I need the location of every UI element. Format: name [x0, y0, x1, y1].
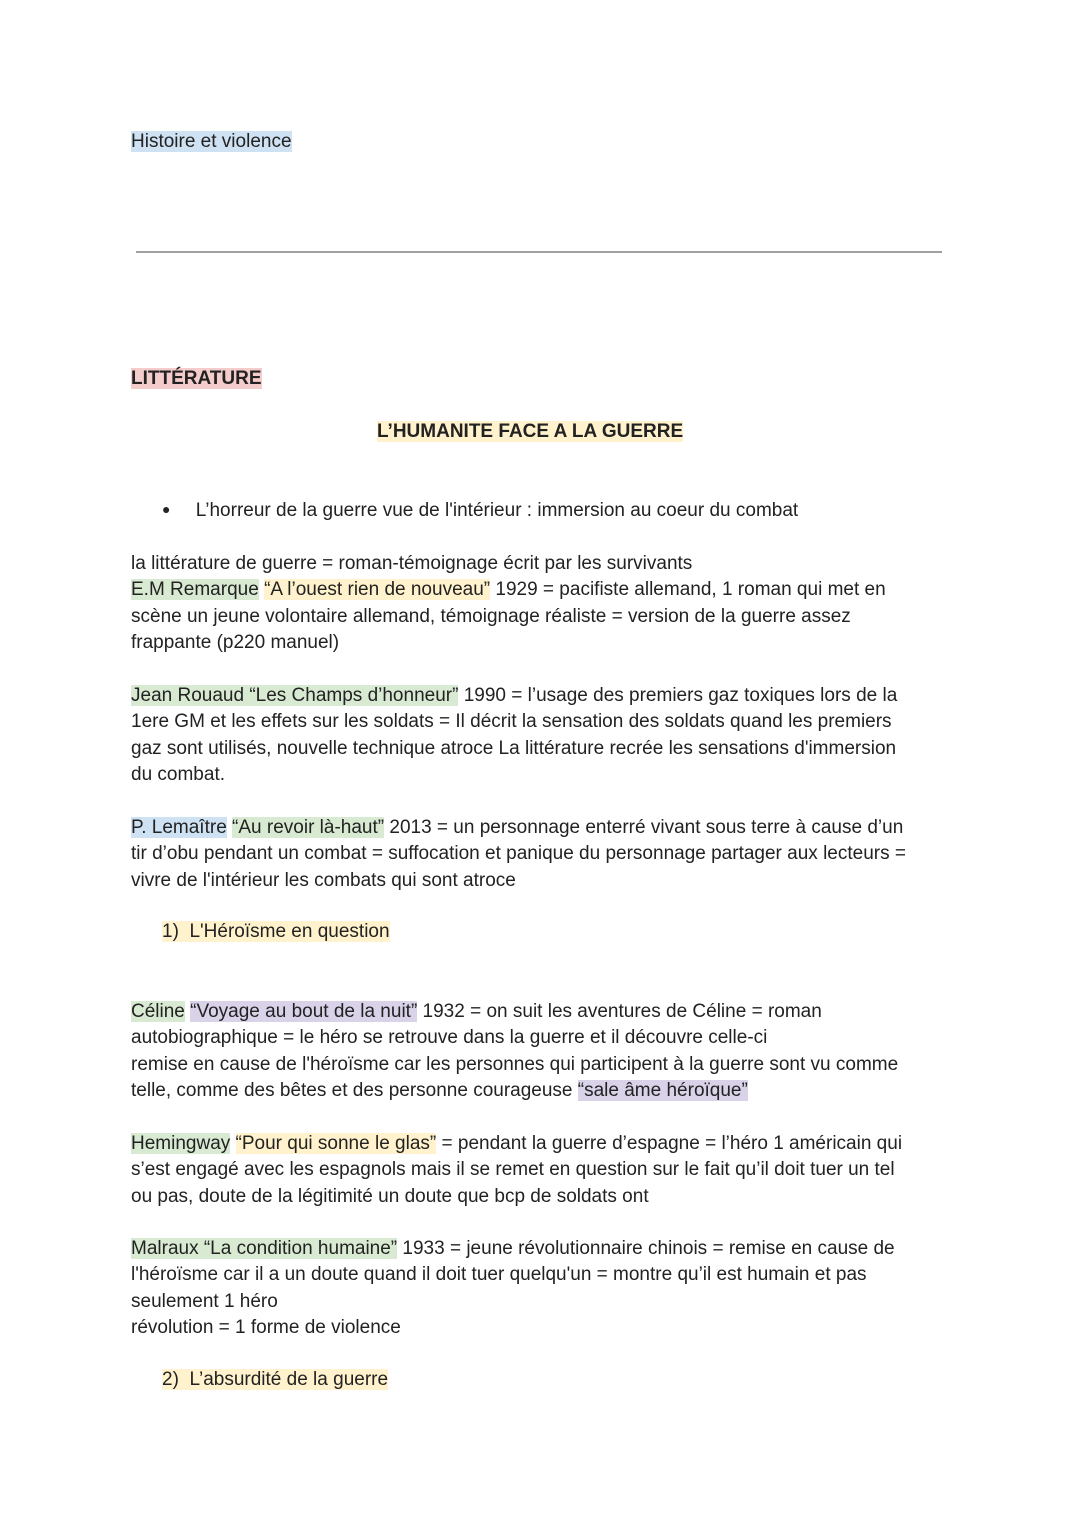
author-and-title: Jean Rouaud “Les Champs d’honneur”: [131, 685, 459, 706]
author-name: E.M Remarque: [131, 579, 259, 601]
paragraph-line: l'héroïsme car il a un doute quand il doit tuer quelqu'un = montre qu’il est humain et pas: [131, 1264, 867, 1286]
paragraph-lemaitre: [131, 815, 961, 894]
subheading-absurdity: [162, 1369, 388, 1391]
author-name: Céline: [131, 1001, 185, 1022]
book-title: “Pour qui sonne le glas”: [235, 1133, 437, 1154]
document-title: [131, 131, 292, 153]
paragraph-line: s’est engagé avec les espagnols mais il se remet en question sur le fait qu’il doit tuer un tel: [131, 1159, 895, 1181]
main-heading: [377, 421, 683, 443]
paragraph-line: [131, 1078, 961, 1104]
bullet-text: L’horreur de la guerre vue de l'intérieur : immersion au coeur du combat: [195, 500, 799, 521]
bullet-dot-icon: ●: [162, 501, 171, 517]
paragraph-line: scène un jeune volontaire allemand, témoignage réaliste = version de la guerre assez: [131, 605, 851, 627]
author-name: Hemingway: [131, 1133, 231, 1154]
bullet-item: [162, 500, 798, 522]
paragraph-line: [131, 1236, 961, 1262]
subheading-heroism: [162, 921, 390, 943]
paragraph-line: [131, 1131, 961, 1157]
paragraph-text: 1929 = pacifiste allemand, 1 roman qui met en: [490, 579, 886, 601]
paragraph-line: frappante (p220 manuel): [131, 631, 340, 653]
paragraph-text: 2013 = un personnage enterré vivant sous terre à cause d’un: [384, 817, 904, 838]
document-title-text: Histoire et violence: [131, 131, 292, 152]
quote-highlight: “sale âme héroïque”: [577, 1079, 748, 1101]
subheading-number: 2): [162, 1369, 179, 1390]
section-title-text: LITTÉRATURE: [131, 368, 262, 389]
author-and-title: Malraux “La condition humaine”: [131, 1238, 398, 1259]
paragraph-text: 1990 = l’usage des premiers gaz toxiques lors de la: [458, 685, 898, 706]
author-name: P. Lemaître: [131, 817, 227, 838]
paragraph-line: 1ere GM et les effets sur les soldats = Il décrit la sensation des soldats quand les premiers: [131, 711, 892, 733]
paragraph-celine: [131, 999, 961, 1104]
paragraph-text: telle, comme des bêtes et des personne courageuse: [131, 1079, 578, 1101]
paragraph-line: seulement 1 héro: [131, 1290, 278, 1312]
paragraph-line: gaz sont utilisés, nouvelle technique atroce La littérature recrée les sensations d'immersion: [131, 737, 897, 759]
paragraph-line: révolution = 1 forme de violence: [131, 1316, 401, 1338]
paragraph-line: ou pas, doute de la légitimité un doute que bcp de soldats ont: [131, 1185, 649, 1207]
paragraph-line: [131, 999, 961, 1025]
book-title: “Voyage au bout de la nuit”: [190, 1001, 418, 1022]
paragraph-line: remise en cause de l'héroïsme car les personnes qui participent à la guerre sont vu comme: [131, 1053, 899, 1075]
paragraph-text: 1933 = jeune révolutionnaire chinois = remise en cause de: [397, 1238, 895, 1259]
main-heading-text: L’HUMANITE FACE A LA GUERRE: [377, 421, 684, 442]
paragraph-line: autobiographique = le héro se retrouve dans la guerre et il découvre celle-ci: [131, 1027, 768, 1049]
paragraph-text: 1932 = on suit les aventures de Céline = roman: [417, 1001, 822, 1022]
paragraph-line: [131, 683, 961, 709]
section-title: [131, 368, 262, 390]
paragraph-line: [131, 815, 961, 841]
paragraph-remarque: [131, 551, 961, 656]
subheading-text: [162, 1369, 388, 1390]
paragraph-line: vivre de l'intérieur les combats qui sont atroce: [131, 869, 516, 891]
paragraph-hemingway: [131, 1131, 961, 1210]
book-title: “A l’ouest rien de nouveau”: [264, 579, 491, 601]
paragraph-text: = pendant la guerre d’espagne = l’héro 1 américain qui: [436, 1133, 903, 1154]
paragraph-line: du combat.: [131, 763, 225, 785]
subheading-number: 1): [162, 921, 179, 942]
book-title: “Au revoir là-haut”: [232, 817, 385, 838]
subheading-label: L’absurdité de la guerre: [189, 1369, 389, 1390]
paragraph-malraux: [131, 1236, 961, 1341]
subheading-text: [162, 921, 390, 942]
subheading-label: L'Héroïsme en question: [189, 921, 390, 942]
paragraph-line: [131, 577, 961, 603]
paragraph-line: la littérature de guerre = roman-témoignage écrit par les survivants: [131, 553, 693, 574]
paragraph-line: tir d’obu pendant un combat = suffocation et panique du personnage partager aux lecteurs =: [131, 843, 906, 865]
horizontal-divider: [136, 251, 942, 253]
paragraph-rouaud: [131, 683, 961, 788]
